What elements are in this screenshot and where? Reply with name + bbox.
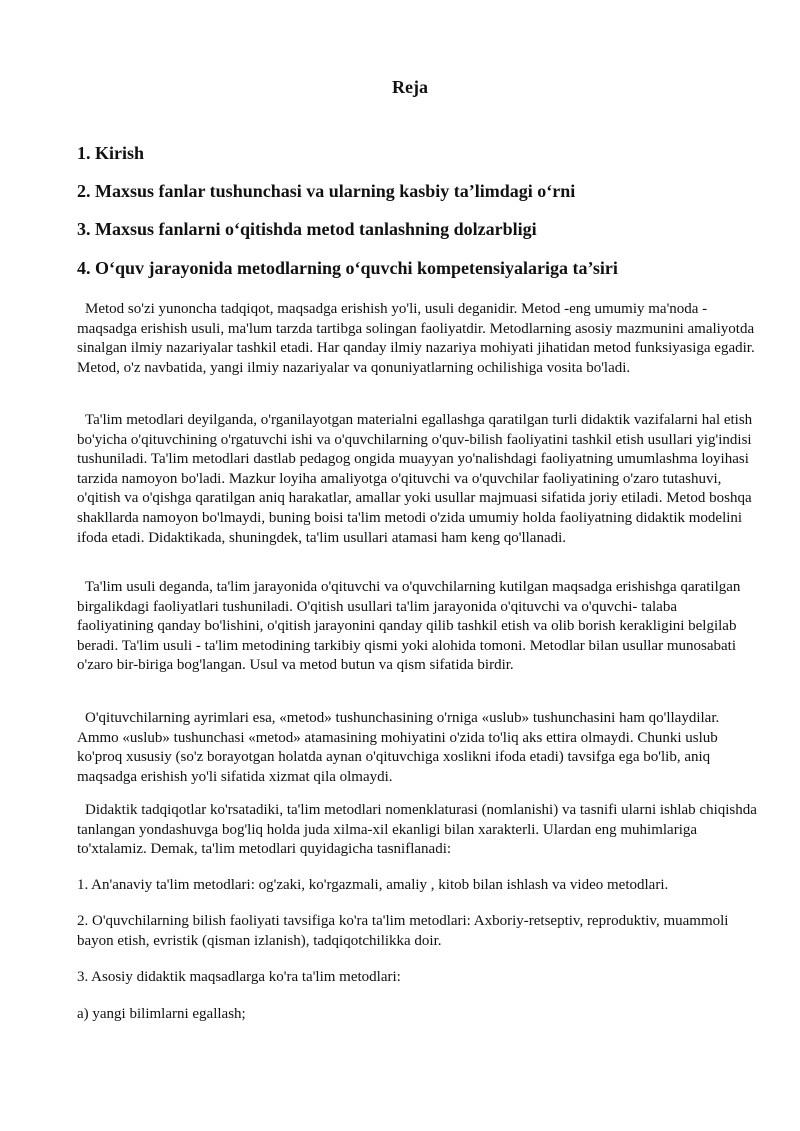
plan-item-introduction: 1. Kirish: [77, 143, 145, 163]
paragraph-teaching-technique: Ta'lim usuli deganda, ta'lim jarayonida o'qituvchi va o'quvchilarning kutilgan maqsadga erishishga qaratilgan birgalikdagi faoliyatlari tushuniladi. O'qitish usullari ta'lim jarayonida o'qituvchi va o'quvchi- talaba faoliyatining qanday bo'lishini, o'qitish jarayonini qanday qilib tashkil etish va olib borish kerakligini belgilab beradi. Ta'lim usuli - ta'lim metodining tarkibiy qismi yoki alohida tomoni. Metodlar bilan usullar munosabati o'zaro bir-biriga bog'langan. Usul va metod butun va qism sifatida birdir.: [77, 579, 741, 674]
paragraph-teaching-methods: Ta'lim metodlari deyilganda, o'rganilayotgan materialni egallashga qaratilgan turli didaktik vazifalarni hal etish bo'yicha o'qituvchining o'rgatuvchi ishi va o'quvchilarning o'quv-bilish faoliyatini tashkil etish usullari yig'indisi tushuniladi. Ta'lim metodlari dastlab pedagog ongida muayyan yo'nalishdagi faoliyatning umumlashma loyihasi tarzida namoyon bo'ladi. Mazkur loyiha amaliyotga o'qituvchi va o'quvchilar faoliyatining o'zaro tutashuvi, o'qitish va o'qishga qaratilgan aniq harakatlar, amallar yoki usullar majmuasi sifatida joriy etiladi. Metod boshqa shakllarda namoyon bo'lmaydi, buning boisi ta'lim metodi o'zida umumiy holda faoliyatning didaktik modelini ifoda etadi. Didaktikada, shuningdek, ta'lim usullari atamasi ham keng qo'llanadi.: [77, 412, 753, 546]
paragraph-style-concept: O'qituvchilarning ayrimlari esa, «metod» tushunchasining o'rniga «uslub» tushunchasini ham qo'llaydilar. Ammo «uslub» tushunchasi «metod» atamasining mohiyatini o'zida to'liq aks ettira olmaydi. Chunki uslub ko'proq xususiy (so'z borayotgan holatda aynan o'qituvchiga xoslikni ifoda etadi) tavsifga ega bo'lib, aniq maqsadga erishish yo'li sifatida xizmat qila olmaydi.: [77, 710, 720, 785]
list-subitem-new-knowledge: a) yangi bilimlarni egallash;: [77, 1006, 246, 1022]
plan-item-method-impact: 4. O‘quv jarayonida metodlarning o‘quvchi kompetensiyalariga ta’siri: [77, 258, 618, 278]
list-item-traditional-methods: 1. An'anaviy ta'lim metodlari: og'zaki, ko'rgazmali, amaliy , kitob bilan ishlash va video metodlari.: [77, 877, 669, 893]
list-item-didactic-goals: 3. Asosiy didaktik maqsadlarga ko'ra ta'lim metodlari:: [77, 969, 401, 985]
list-item-cognitive-methods: 2. O'quvchilarning bilish faoliyati tavsifiga ko'ra ta'lim metodlari: Axboriy-retseptiv, reproduktiv, muammoli bayon etish, evristik (qisman izlanish), tadqiqotchilikka doir.: [77, 913, 729, 949]
plan-item-method-selection: 3. Maxsus fanlarni o‘qitishda metod tanlashning dolzarbligi: [77, 219, 537, 239]
document-title: Reja: [392, 77, 428, 97]
paragraph-classification-intro: Didaktik tadqiqotlar ko'rsatadiki, ta'lim metodlari nomenklaturasi (nomlanishi) va tasnifi ularni ishlab chiqishda tanlangan yondashuvga bog'liq holda juda xilma-xil ekanligi bilan xarakterli. Ulardan eng muhimlariga to'xtalamiz. Demak, ta'lim metodlari quyidagicha tasniflanadi:: [77, 802, 757, 858]
paragraph-method-definition: Metod so'zi yunoncha tadqiqot, maqsadga erishish yo'li, usuli deganidir. Metod -eng umumiy ma'noda - maqsadga erishish usuli, ma'lum tarzda tartibga solingan faoliyatdir. Metodlarning asosiy mazmunini amaliyotda sinalgan ilmiy nazariyalar tashkil etadi. Har qanday ilmiy nazariya mohiyati jihatidan metod funksiyasiga egadir. Metod, o'z navbatida, yangi ilmiy nazariyalar va qonuniyatlarning ochilishiga vosita bo'ladi.: [77, 301, 755, 376]
plan-item-special-subjects: 2. Maxsus fanlar tushunchasi va ularning kasbiy ta’limdagi o‘rni: [77, 181, 576, 201]
